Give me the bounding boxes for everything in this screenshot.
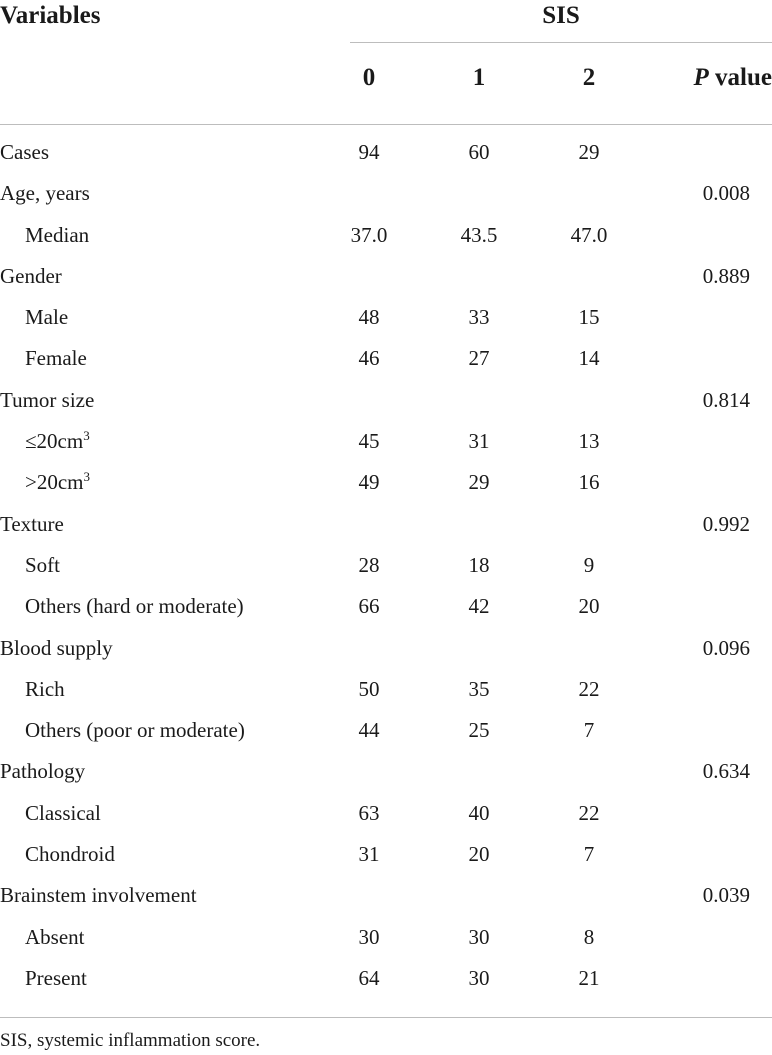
sis-0-value: 31 — [358, 842, 380, 867]
sis-1-value: 27 — [468, 346, 490, 371]
row-label — [25, 338, 87, 379]
sis-2-value: 9 — [583, 552, 595, 577]
row-label-text: Chondroid — [25, 842, 115, 867]
sis-2-value: 20 — [578, 594, 600, 619]
sis-2-value: 13 — [578, 429, 600, 454]
sis-1-value: 31 — [468, 429, 490, 454]
row-label — [25, 710, 245, 751]
row-label-text: Classical — [25, 800, 101, 825]
sis-2-value: 21 — [578, 965, 600, 990]
header-rule — [0, 124, 772, 125]
table-row — [0, 586, 772, 627]
row-label-text: Median — [25, 222, 90, 247]
row-label — [0, 628, 113, 669]
p-value: 0.096 — [702, 635, 750, 660]
row-label-text: >20cm — [25, 470, 84, 495]
sis-1-value: 25 — [468, 718, 490, 743]
row-label-text: Tumor size — [0, 387, 95, 412]
table-row — [0, 545, 772, 586]
row-label — [25, 297, 68, 338]
row-label-text: Absent — [25, 924, 85, 949]
table-row — [0, 132, 772, 173]
p-value: 0.889 — [702, 263, 750, 288]
table-body — [0, 132, 772, 999]
column-header-0: 0 — [362, 64, 376, 91]
table-row — [0, 256, 772, 297]
table-row — [0, 958, 772, 999]
table-row — [0, 173, 772, 214]
row-label — [0, 875, 197, 916]
row-label-text: Male — [25, 305, 69, 330]
row-label — [0, 751, 85, 792]
sis-2-value: 8 — [583, 924, 595, 949]
row-label-text: Female — [25, 346, 87, 371]
column-header-2: 2 — [582, 64, 596, 91]
sis-2-value: 22 — [578, 800, 600, 825]
row-label-text: Brainstem involvement — [0, 883, 197, 908]
row-label-text: ≤20cm — [25, 429, 84, 454]
table-row — [0, 834, 772, 875]
sis-0-value: 46 — [358, 346, 380, 371]
row-label-text: Cases — [0, 140, 49, 164]
table-row — [0, 462, 772, 503]
sis-1-value: 40 — [468, 800, 490, 825]
table-row — [0, 628, 772, 669]
table-row — [0, 504, 772, 545]
row-label — [25, 793, 101, 834]
p-value: 0.992 — [702, 511, 750, 536]
table-row — [0, 751, 772, 792]
sis-2-value: 7 — [583, 842, 595, 867]
row-label — [25, 215, 89, 256]
sis-1-value: 30 — [468, 924, 490, 949]
sis-1-value: 43.5 — [460, 222, 498, 247]
table-row — [0, 793, 772, 834]
row-label-superscript: 3 — [83, 469, 90, 485]
sis-1-value: 42 — [468, 594, 490, 619]
row-label-text: Texture — [0, 511, 64, 536]
sis-2-value: 15 — [578, 305, 600, 330]
p-value: 0.814 — [702, 387, 750, 412]
row-label — [25, 834, 115, 875]
sis-2-value: 29 — [578, 140, 600, 164]
sis-2-value: 16 — [578, 470, 600, 495]
row-label — [25, 958, 87, 999]
table-row — [0, 710, 772, 751]
row-label-text: Rich — [25, 676, 65, 701]
sis-0-value: 28 — [358, 552, 380, 577]
row-label — [25, 586, 244, 627]
sis-1-value: 33 — [468, 305, 490, 330]
sis-0-value: 63 — [358, 800, 380, 825]
table-row — [0, 215, 772, 256]
sis-1-value: 35 — [468, 676, 490, 701]
row-label — [0, 504, 64, 545]
p-letter: P — [693, 64, 709, 91]
sis-0-value: 48 — [358, 305, 380, 330]
sis-1-value: 60 — [468, 140, 490, 164]
sis-0-value: 66 — [358, 594, 380, 619]
row-label — [25, 669, 65, 710]
row-label-text: Soft — [25, 552, 61, 577]
sis-2-value: 7 — [583, 718, 595, 743]
row-label — [25, 545, 60, 586]
sis-0-value: 64 — [358, 965, 380, 990]
row-label-text: Blood supply — [0, 635, 113, 660]
p-value-word: value — [708, 64, 772, 91]
row-label-text: Age, years — [0, 181, 90, 206]
sis-0-value: 49 — [358, 470, 380, 495]
row-label-superscript: 3 — [83, 428, 90, 444]
row-label — [0, 380, 94, 421]
table-row — [0, 421, 772, 462]
sis-0-value: 50 — [358, 676, 380, 701]
sis-2-value: 14 — [578, 346, 600, 371]
sis-1-value: 20 — [468, 842, 490, 867]
table-row — [0, 297, 772, 338]
row-label-text: Present — [25, 965, 87, 990]
table-row — [0, 875, 772, 916]
table-row — [0, 669, 772, 710]
row-label — [25, 462, 90, 503]
variables-header: Variables — [0, 2, 101, 29]
row-label — [25, 917, 85, 958]
p-value: 0.039 — [702, 883, 750, 908]
row-label-text: Gender — [0, 263, 62, 288]
table-row — [0, 338, 772, 379]
sis-1-value: 29 — [468, 470, 490, 495]
p-value: 0.634 — [702, 759, 750, 784]
footer-rule — [0, 1017, 772, 1018]
table-row — [0, 380, 772, 421]
table-row — [0, 917, 772, 958]
row-label-text: Pathology — [0, 759, 86, 784]
group-header-rule — [350, 42, 772, 43]
sis-0-value: 44 — [358, 718, 380, 743]
row-label — [0, 132, 49, 173]
p-value-header — [662, 64, 772, 92]
row-label — [25, 421, 90, 462]
column-header-1: 1 — [472, 64, 486, 91]
sis-1-value: 18 — [468, 552, 490, 577]
table-footnote: SIS, systemic inflammation score. — [0, 1030, 261, 1051]
sis-group-header: SIS — [542, 2, 580, 29]
sis-0-value: 30 — [358, 924, 380, 949]
sis-2-value: 47.0 — [570, 222, 608, 247]
row-label — [0, 173, 90, 214]
sis-0-value: 94 — [358, 140, 380, 164]
sis-2-value: 22 — [578, 676, 600, 701]
row-label-text: Others (poor or moderate) — [25, 718, 245, 743]
p-value: 0.008 — [702, 181, 750, 206]
sis-0-value: 45 — [358, 429, 380, 454]
row-label-text: Others (hard or moderate) — [25, 594, 244, 619]
sis-1-value: 30 — [468, 965, 490, 990]
row-label — [0, 256, 62, 297]
sis-0-value: 37.0 — [350, 222, 388, 247]
